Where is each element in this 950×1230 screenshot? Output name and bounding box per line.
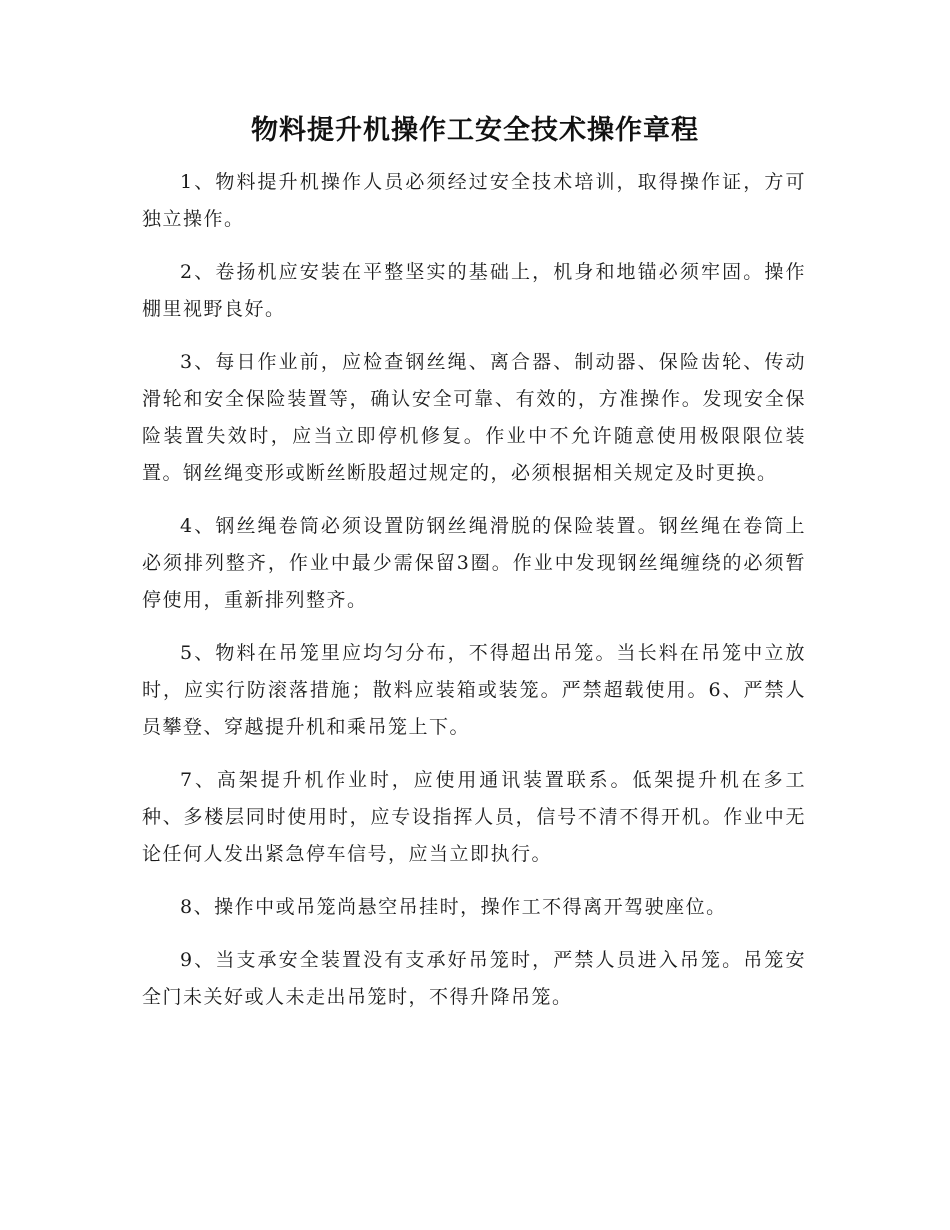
paragraph-8: 8、操作中或吊笼尚悬空吊挂时，操作工不得离开驾驶座位。 <box>180 896 727 918</box>
paragraph-4: 4、钢丝绳卷筒必须设置防钢丝绳滑脱的保险装置。钢丝绳在卷筒上必须排列整齐，作业中最少需保留3圈。作业中发现钢丝绳缠绕的必须暂停使用，重新排列整齐。 <box>142 515 806 611</box>
paragraph-2: 2、卷扬机应安装在平整坚实的基础上，机身和地锚必须牢固。操作棚里视野良好。 <box>142 261 806 320</box>
paragraph-7: 7、高架提升机作业时，应使用通讯装置联系。低架提升机在多工种、多楼层同时使用时，应专设指挥人员，信号不清不得开机。作业中无论任何人发出紧急停车信号，应当立即执行。 <box>142 769 806 865</box>
paragraph-5: 5、物料在吊笼里应均匀分布，不得超出吊笼。当长料在吊笼中立放时，应实行防滚落措施；散料应装箱或装笼。严禁超载使用。6、严禁人员攀登、穿越提升机和乘吊笼上下。 <box>142 642 806 738</box>
paragraph-1: 1、物料提升机操作人员必须经过安全技术培训，取得操作证，方可独立操作。 <box>142 171 806 230</box>
document-body <box>142 164 806 1032</box>
paragraph-9: 9、当支承安全装置没有支承好吊笼时，严禁人员进入吊笼。吊笼安全门未关好或人未走出吊笼时，不得升降吊笼。 <box>142 949 806 1008</box>
paragraph-3: 3、每日作业前，应检查钢丝绳、离合器、制动器、保险齿轮、传动滑轮和安全保险装置等，确认安全可靠、有效的，方准操作。发现安全保险装置失效时，应当立即停机修复。作业中不允许随意使用极限限位装置。钢丝绳变形或断丝断股超过规定的，必须根据相关规定及时更换。 <box>142 351 806 484</box>
document-title: 物料提升机操作工安全技术操作章程 <box>251 115 699 146</box>
